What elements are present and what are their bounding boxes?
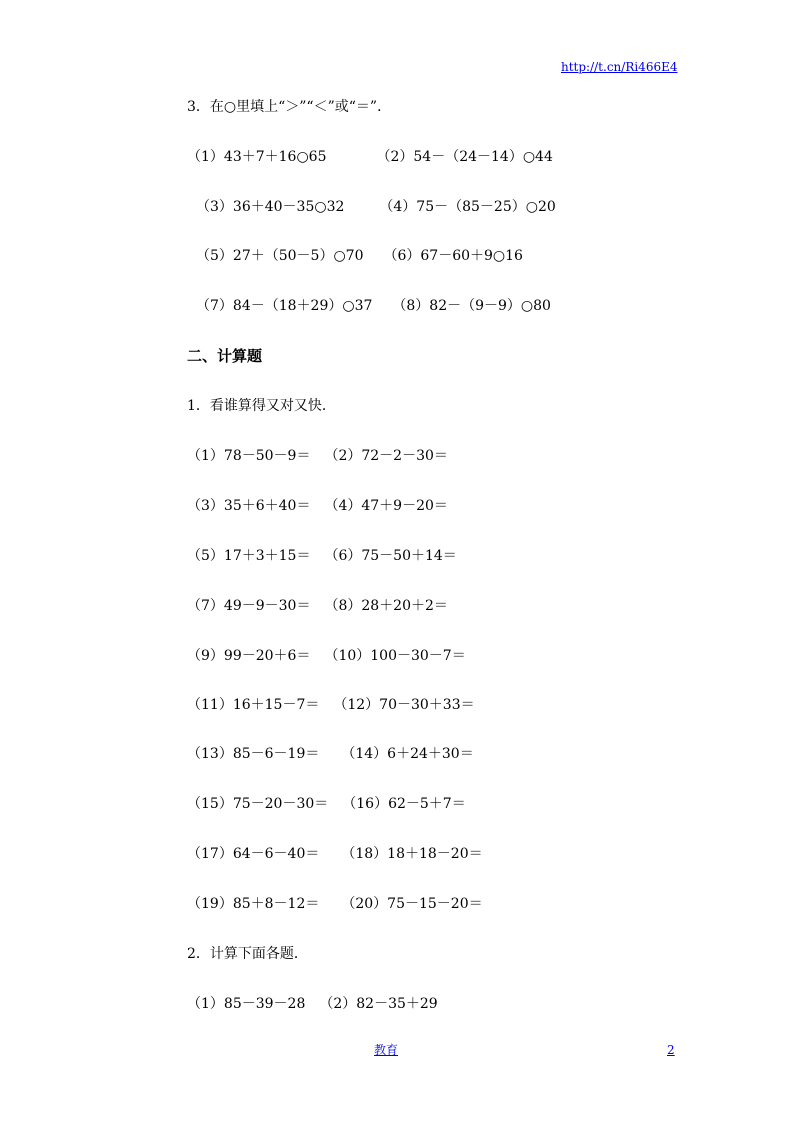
q1-row-10 (187, 895, 483, 913)
q1-item-10: （10）100－30－7＝ (324, 648, 466, 664)
q2-item-2: （2）82－35＋29 (319, 996, 438, 1012)
section3-item-4: （4）75－（85－25）○20 (379, 199, 556, 215)
part2-heading: 二、计算题 (187, 347, 263, 365)
section3-row-3 (196, 247, 523, 265)
q1-item-4: （4）47＋9－20＝ (324, 498, 448, 514)
q1-row-8 (187, 795, 466, 813)
q1-item-17: （17）64－6－40＝ (187, 846, 320, 862)
q2-item-1: （1）85－39－28 (187, 996, 306, 1012)
q1-item-19: （19）85＋8－12＝ (187, 896, 320, 912)
section3-row-2 (196, 198, 556, 216)
section3-item-1: （1）43＋7＋16○65 (187, 149, 327, 165)
q1-row-4 (187, 597, 448, 615)
section3-item-8: （8）82－（9－9）○80 (392, 298, 551, 314)
section3-item-6: （6）67－60＋9○16 (383, 248, 523, 264)
q1-item-14: （14）6＋24＋30＝ (341, 746, 474, 762)
q1-item-11: （11）16＋15－7＝ (187, 697, 320, 713)
q1-row-5 (187, 647, 466, 665)
page-number[interactable]: 2 (667, 1043, 675, 1057)
q1-item-6: （6）75－50＋14＝ (324, 548, 457, 564)
q1-item-1: （1）78－50－9＝ (187, 448, 311, 464)
q1-row-7 (187, 745, 474, 763)
section3-title: 3．在○里填上“＞”“＜”或“＝”． (187, 99, 392, 115)
header-url-link[interactable]: http://t.cn/Ri466E4 (561, 60, 678, 74)
q2-row-1 (187, 995, 438, 1013)
q1-item-5: （5）17＋3＋15＝ (187, 548, 311, 564)
section3-row-1 (187, 148, 553, 166)
q1-row-6 (187, 696, 475, 714)
q1-item-18: （18）18＋18－20＝ (341, 846, 483, 862)
q1-row-1 (187, 447, 448, 465)
q1-item-7: （7）49－9－30＝ (187, 598, 311, 614)
q1-item-2: （2）72－2－30＝ (324, 448, 448, 464)
section3-item-7: （7）84－（18＋29）○37 (196, 298, 373, 314)
section3-item-5: （5）27＋（50－5）○70 (196, 248, 364, 264)
q1-item-9: （9）99－20＋6＝ (187, 648, 311, 664)
section3-item-2: （2）54－（24－14）○44 (376, 149, 553, 165)
q1-row-9 (187, 845, 483, 863)
q1-title: 1．看谁算得又对又快． (187, 398, 336, 414)
q2-title: 2．计算下面各题． (187, 946, 308, 962)
section3-row-4 (196, 297, 551, 315)
q1-row-2 (187, 497, 448, 515)
q1-item-12: （12）70－30＋33＝ (333, 697, 475, 713)
section3-item-3: （3）36＋40－35○32 (196, 199, 345, 215)
q1-item-8: （8）28＋20＋2＝ (324, 598, 448, 614)
footer-link[interactable]: 教育 (374, 1043, 399, 1057)
q1-item-20: （20）75－15－20＝ (341, 896, 483, 912)
q1-item-16: （16）62－5＋7＝ (342, 796, 466, 812)
q1-item-15: （15）75－20－30＝ (187, 796, 329, 812)
q1-row-3 (187, 547, 457, 565)
q1-item-13: （13）85－6－19＝ (187, 746, 320, 762)
q1-item-3: （3）35＋6＋40＝ (187, 498, 311, 514)
